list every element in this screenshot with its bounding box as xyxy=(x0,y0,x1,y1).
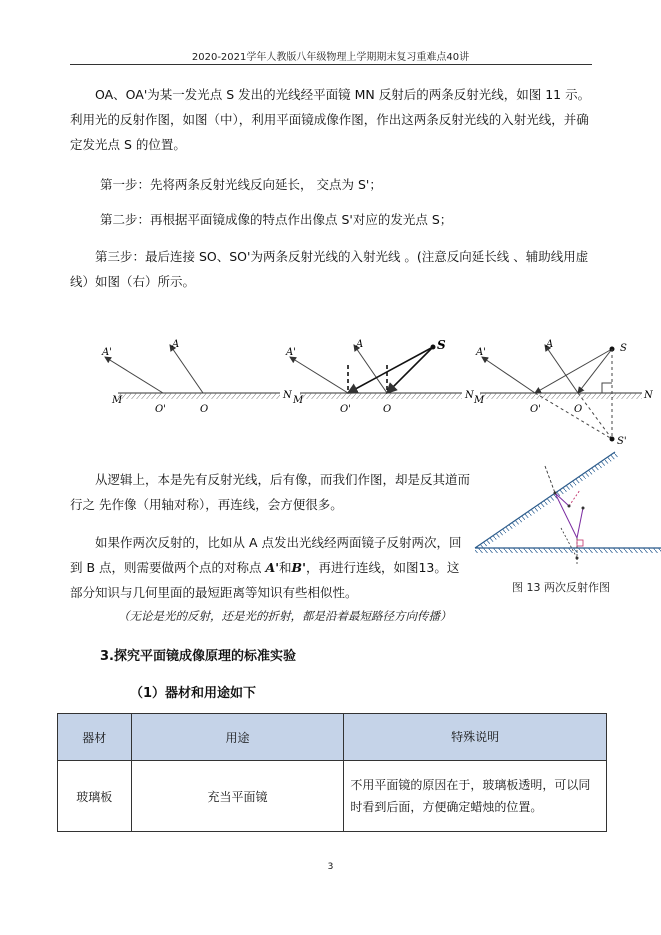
diagram-right xyxy=(473,339,654,447)
label-m: M xyxy=(293,395,304,406)
double-reflection-figure xyxy=(465,448,661,573)
diagram-left xyxy=(101,339,293,415)
label-s: S xyxy=(620,343,627,354)
step-2: 第二步：再根据平面镜成像的特点作出像点 S'对应的发光点 S； xyxy=(100,212,453,227)
label-o-prime: O' xyxy=(340,404,351,415)
table-header-row xyxy=(58,714,607,761)
header-rule xyxy=(70,64,592,65)
label-a: A xyxy=(546,339,554,350)
label-o: O xyxy=(383,404,392,415)
label-m: M xyxy=(474,395,485,406)
equipment-table xyxy=(57,713,607,832)
table-row xyxy=(58,761,607,832)
subsection-title: （1）器材和用途如下 xyxy=(130,686,257,701)
label-a-prime: A' xyxy=(102,347,112,358)
reflection-diagrams xyxy=(90,335,653,450)
logic-paragraph: 从逻辑上，本是先有反射光线，后有像，而我们作图，却是反其道而行之 先作像（用轴对称），再连线，会方便很多。 xyxy=(70,472,471,512)
label-o: O xyxy=(200,404,209,415)
label-a: A xyxy=(356,339,364,350)
double-reflection-paragraph: 如果作两次反射的，比如从 A 点发出光线经两面镜子反射两次，回到 B 点，则需要做两个点的对称点 A'和B'，再进行连线，如图13。这部分知识与几何里面的最短距离等知识有些相似性。 xyxy=(70,535,462,600)
symbol-a-prime: A' xyxy=(265,560,280,575)
step-3: 第三步：最后连接 SO、SO'为两条反射光线的入射光线 。(注意反向延长线 、辅助线用虚线）如图（右）所示。 xyxy=(70,249,589,289)
label-o-prime: O' xyxy=(155,404,166,415)
figure-13-caption: 图 13 两次反射作图 xyxy=(512,581,610,594)
header-equipment: 器材 xyxy=(58,714,132,761)
label-a-prime: A' xyxy=(476,347,486,358)
label-a-prime: A' xyxy=(286,347,296,358)
label-o: O xyxy=(574,404,583,415)
note-shortest-path: （无论是光的反射，还是光的折射，都是沿着最短路径方向传播） xyxy=(118,609,452,623)
label-m: M xyxy=(112,395,123,406)
cell-purpose: 充当平面镜 xyxy=(131,761,344,832)
symbol-b-prime: B' xyxy=(291,560,306,575)
label-n: N xyxy=(283,390,292,401)
step-1: 第一步：先将两条反射光线反向延长， 交点为 S'； xyxy=(100,177,382,192)
label-n: N xyxy=(644,390,653,401)
intro-paragraph: OA、OA'为某一发光点 S 发出的光线经平面镜 MN 反射后的两条反射光线，如图 11 示。利用光的反射作图，如图（中），利用平面镜成像作图，作出这两条反射光线的入射光线，并确定发光点 S 的位置。 xyxy=(70,87,591,152)
cell-notes: 不用平面镜的原因在于，玻璃板透明，可以同时看到后面，方便确定蜡烛的位置。 xyxy=(344,761,607,832)
page-header: 2020-2021学年人教版八年级物理上学期期末复习重难点40讲 xyxy=(191,52,470,63)
label-o-prime: O' xyxy=(530,404,541,415)
section-title: 3.探究平面镜成像原理的标准实验 xyxy=(100,649,296,664)
label-n: N xyxy=(465,390,474,401)
label-a: A xyxy=(172,339,180,350)
cell-equipment: 玻璃板 xyxy=(58,761,132,832)
header-purpose: 用途 xyxy=(131,714,344,761)
page-number: 3 xyxy=(327,862,334,872)
label-s-prime: S' xyxy=(617,436,627,447)
diagram-middle xyxy=(285,338,475,415)
label-s: S xyxy=(437,338,446,352)
header-notes: 特殊说明 xyxy=(344,714,607,761)
